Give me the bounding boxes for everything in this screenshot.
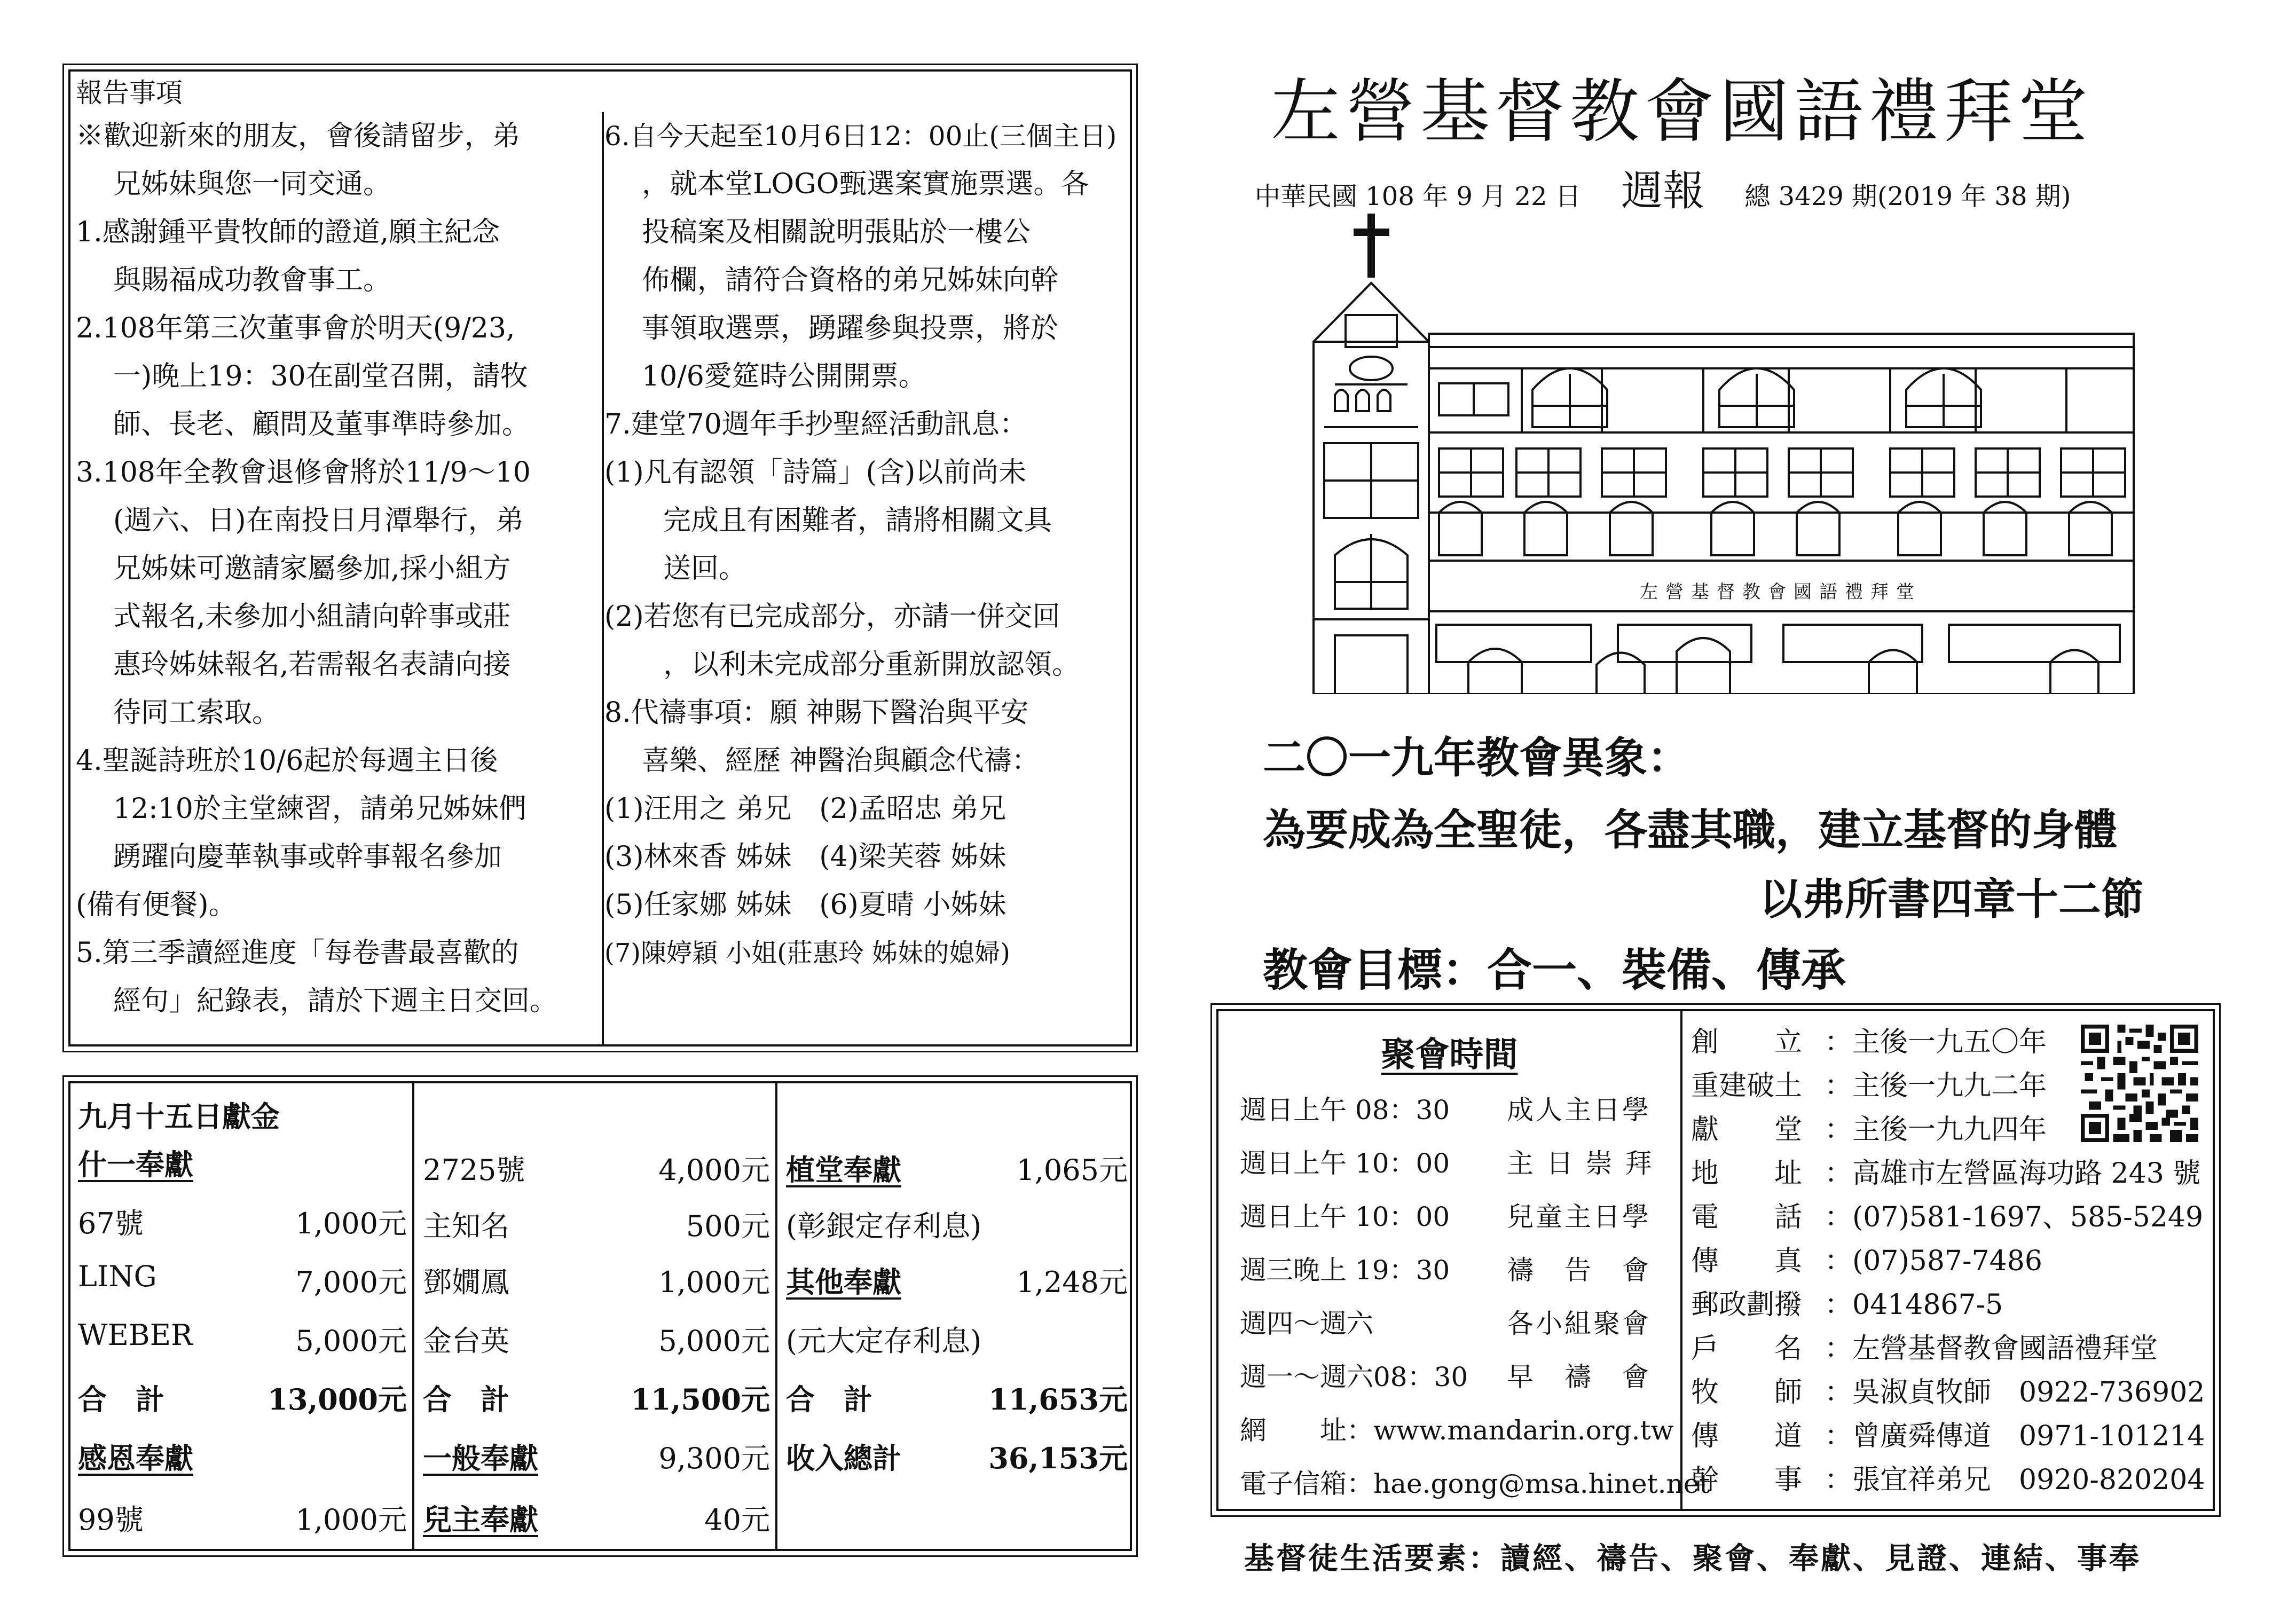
website-line[interactable]: 網 址：www.mandarin.org.tw [1240,1415,1674,1446]
offering-name: WEBER [78,1318,193,1352]
announcement-line: 與賜福成功教會事工。 [113,264,391,296]
offering-name: 主知名 [423,1209,509,1243]
subtotal-amount: 11,500元 [631,1382,770,1417]
info-row [1691,1457,2205,1497]
income-total-amount: 36,153元 [988,1441,1128,1475]
other-offering-amount: 1,248元 [1016,1265,1128,1299]
offering-name: LING [78,1260,157,1293]
subtotal-label: 合 計 [78,1382,164,1417]
info-key: 電 話 [1691,1201,1803,1233]
offering-name: 67號 [78,1207,144,1240]
announcements-box [68,69,1132,1046]
prayer-line: (3)林來香 姊妹 (4)梁芙蓉 姊妹 [604,841,1007,873]
offering-amount: 5,000元 [658,1324,770,1358]
offering-amount: 1,000元 [295,1207,407,1240]
subtotal-label: 合 計 [786,1382,872,1417]
info-key: 牧 師 [1691,1376,1803,1408]
info-key: 戶 名 [1691,1333,1803,1365]
info-key: 獻 堂 [1691,1114,1803,1146]
issue-date: 中華民國 108 年 9 月 22 日 [1255,182,1581,211]
info-value: ：曾廣舜傳道 0971-101214 [1825,1420,2205,1452]
announcement-line: (2)若您有已完成部分，亦請一併交回 [604,601,1060,633]
info-value: ：主後一九五〇年 [1825,1026,2047,1058]
vision-heading: 二〇一九年教會異象： [1263,733,1690,783]
announcement-line: 8.代禱事項：願 神賜下醫治與平安 [604,697,1029,729]
meeting-event: 早 禱 會 [1507,1362,1651,1392]
info-value: ：左營基督教會國語禮拜堂 [1825,1333,2158,1365]
announcements-divider [602,112,604,1044]
announcement-line: 兄姊妹與您一同交通。 [113,168,391,200]
other-offering-label: 其他奉獻 [786,1265,901,1299]
vision-statement: 為要成為全聖徒，各盡其職，建立基督的身體 [1263,805,2117,855]
info-key: 傳 道 [1691,1420,1803,1452]
announcement-line: 2.108年第三次董事會於明天(9/23, [76,312,515,344]
announcement-line: (備有便餐)。 [76,889,237,921]
announcement-line: 3.108年全教會退修會將於11/9～10 [76,457,531,489]
meeting-event: 禱 告 會 [1507,1255,1651,1286]
announcement-line: 事領取選票，踴躍參與投票，將於 [642,312,1059,344]
announcement-line: 4.聖誕詩班於10/6起於每週主日後 [76,745,498,777]
email-line[interactable]: 電子信箱：hae.gong@msa.hinet.net [1240,1468,1710,1499]
meeting-divider [1680,1011,1682,1509]
info-row [1691,1282,2003,1322]
thanks-offering-label: 感恩奉獻 [78,1441,193,1475]
announcement-line: 6.自今天起至10月6日12：00止(三個主日) [604,121,1117,152]
general-offering-label: 一般奉獻 [423,1441,538,1475]
announcement-line: ，以利未完成部分重新開放認領。 [663,649,1080,681]
church-goal: 教會目標：合一、裝備、傳承 [1263,944,1846,996]
announcement-line: ※歡迎新來的朋友，會後請留步，弟 [76,120,521,152]
info-row [1691,1107,2047,1147]
issue-line [1255,158,2071,217]
info-key: 郵政劃撥 [1691,1289,1803,1321]
other-offering-note: (元大定存利息) [786,1324,982,1358]
info-row [1691,1194,2203,1234]
info-key: 傳 真 [1691,1245,1803,1277]
info-row [1691,1019,2047,1059]
qr-code-icon[interactable] [2081,1025,2198,1142]
announcement-line: (1)凡有認領「詩篇」(含)以前尚未 [604,457,1027,489]
announcement-line: 完成且有困難者，請將相關文具 [663,505,1052,537]
announcement-line: 送回。 [663,553,747,585]
building-sign: 左營基督教會國語禮拜堂 [1640,581,1922,603]
announcement-line: 5.第三季讀經進度「每卷書最喜歡的 [76,937,519,969]
meeting-event: 主 日 崇 拜 [1507,1148,1654,1179]
vision-reference: 以弗所書四章十二節 [1759,875,2144,924]
announcement-line: 喜樂、經歷 神醫治與顧念代禱： [642,745,1040,777]
info-value: ：吳淑貞牧師 0922-736902 [1825,1376,2205,1408]
meeting-time: 週日上午 10：00 [1240,1201,1450,1232]
offering-amount: 7,000元 [295,1265,407,1299]
info-key: 重建破土 [1691,1070,1803,1102]
info-value: ：張宜祥弟兄 0920-820204 [1825,1464,2205,1496]
offering-amount: 1,000元 [658,1265,770,1299]
info-value: ：主後一九九二年 [1825,1070,2047,1102]
info-value: ：(07)581-1697、585-5249 [1825,1201,2204,1233]
meeting-time: 週一～週六08：30 [1240,1362,1468,1392]
info-row [1691,1413,2205,1453]
offering-amount: 4,000元 [658,1153,770,1187]
offering-name: 2725號 [423,1153,525,1187]
page-title: 左營基督教會國語禮拜堂 [1271,71,2094,152]
info-row [1691,1326,2158,1366]
announcements-right-column [604,112,1130,1044]
info-key: 幹 事 [1691,1464,1803,1496]
building-offering-label: 植堂奉獻 [786,1153,901,1187]
info-key: 創 立 [1691,1026,1803,1058]
announcements-heading: 報告事項 [76,77,183,108]
offering-amount: 500元 [686,1209,770,1243]
info-row [1691,1370,2205,1410]
meeting-event: 兒童主日學 [1507,1201,1651,1232]
info-row [1691,1238,2042,1278]
info-key: 地 址 [1691,1158,1803,1190]
issue-number: 總 3429 期(2019 年 38 期) [1744,182,2071,211]
prayer-line: (1)汪用之 弟兄 (2)孟昭忠 弟兄 [604,793,1007,825]
general-offering-amount: 9,300元 [658,1442,770,1475]
meeting-event: 各小組聚會 [1507,1308,1651,1339]
announcement-line: 投稿案及相關說明張貼於一樓公 [642,216,1031,248]
announcement-line: 經句」紀錄表，請於下週主日交回。 [113,985,558,1017]
offering-name: 鄧嫺鳳 [423,1265,509,1299]
building-offering-amount: 1,065元 [1016,1153,1128,1187]
kids-offering-label: 兒主奉獻 [423,1502,538,1537]
info-value: ：主後一九九四年 [1825,1114,2047,1146]
christian-life-motto: 基督徒生活要素：讀經、禱告、聚會、奉獻、見證、連結、事奉 [1244,1541,2141,1576]
announcement-line: 兄姊妹可邀請家屬參加,採小組方 [113,553,511,585]
kids-offering-amount: 40元 [704,1503,770,1537]
offering-name: 99號 [78,1503,144,1537]
info-row [1691,1063,2047,1103]
meeting-event: 成人主日學 [1507,1095,1651,1126]
offering-amount: 1,000元 [295,1503,407,1537]
announcement-line: 式報名,未參加小組請向幹事或莊 [113,601,511,633]
meeting-time: 週日上午 10：00 [1240,1148,1450,1179]
weekly-label: 週報 [1621,167,1705,215]
meeting-time: 週四～週六 [1240,1308,1373,1339]
meeting-info-box [1216,1009,2215,1511]
church-building-illustration [1303,214,2136,694]
subtotal-amount: 11,653元 [988,1382,1128,1417]
prayer-line: (7)陳婷穎 小姐(莊惠玲 姊妹的媳婦) [604,938,1010,968]
info-value: ：高雄市左營區海功路 243 號 [1825,1158,2201,1190]
meeting-time: 週日上午 08：30 [1240,1095,1450,1126]
offerings-box [68,1081,1132,1551]
info-row [1691,1151,2200,1191]
prayer-line: (5)任家娜 姊妹 (6)夏晴 小姊妹 [604,889,1007,921]
announcements-left-column [76,72,602,1044]
announcement-line: 10/6愛筵時公開開票。 [642,360,926,392]
announcement-line: 12:10於主堂練習，請弟兄姊妹們 [113,793,526,825]
announcement-line: 7.建堂70週年手抄聖經活動訊息： [604,408,1027,440]
tithe-label: 什一奉獻 [78,1147,193,1182]
arched-windows [1436,368,2125,694]
offerings-divider [775,1083,777,1549]
income-total-label: 收入總計 [786,1441,901,1475]
announcement-line: 惠玲姊妹報名,若需報名表請向接 [113,649,511,681]
meeting-times-title: 聚會時間 [1381,1035,1518,1075]
subtotal-label: 合 計 [423,1382,509,1417]
announcement-line: 待同工索取。 [113,697,280,729]
offerings-heading: 九月十五日獻金 [78,1099,280,1134]
announcement-line: 踴躍向慶華執事或幹事報名參加 [113,841,502,873]
info-value: ：0414867-5 [1825,1289,2003,1321]
offering-name: 金台英 [423,1324,509,1358]
announcement-line: 一)晚上19：30在副堂召開，請牧 [113,360,528,392]
announcement-line: 師、長老、顧問及董事準時參加。 [113,408,530,440]
announcement-line: (週六、日)在南投日月潭舉行，弟 [113,505,524,537]
building-offering-note: (彰銀定存利息) [786,1209,982,1243]
subtotal-amount: 13,000元 [268,1382,407,1417]
announcement-line: 1.感謝鍾平貴牧師的證道,願主紀念 [76,216,500,248]
info-value: ：(07)587-7486 [1825,1245,2042,1277]
meeting-time: 週三晚上 19：30 [1240,1255,1450,1286]
announcement-line: ，就本堂LOGO甄選案實施票選。各 [642,168,1089,200]
offerings-divider [412,1083,414,1549]
offering-amount: 5,000元 [295,1324,407,1358]
announcement-line: 佈欄，請符合資格的弟兄姊妹向幹 [642,264,1059,296]
